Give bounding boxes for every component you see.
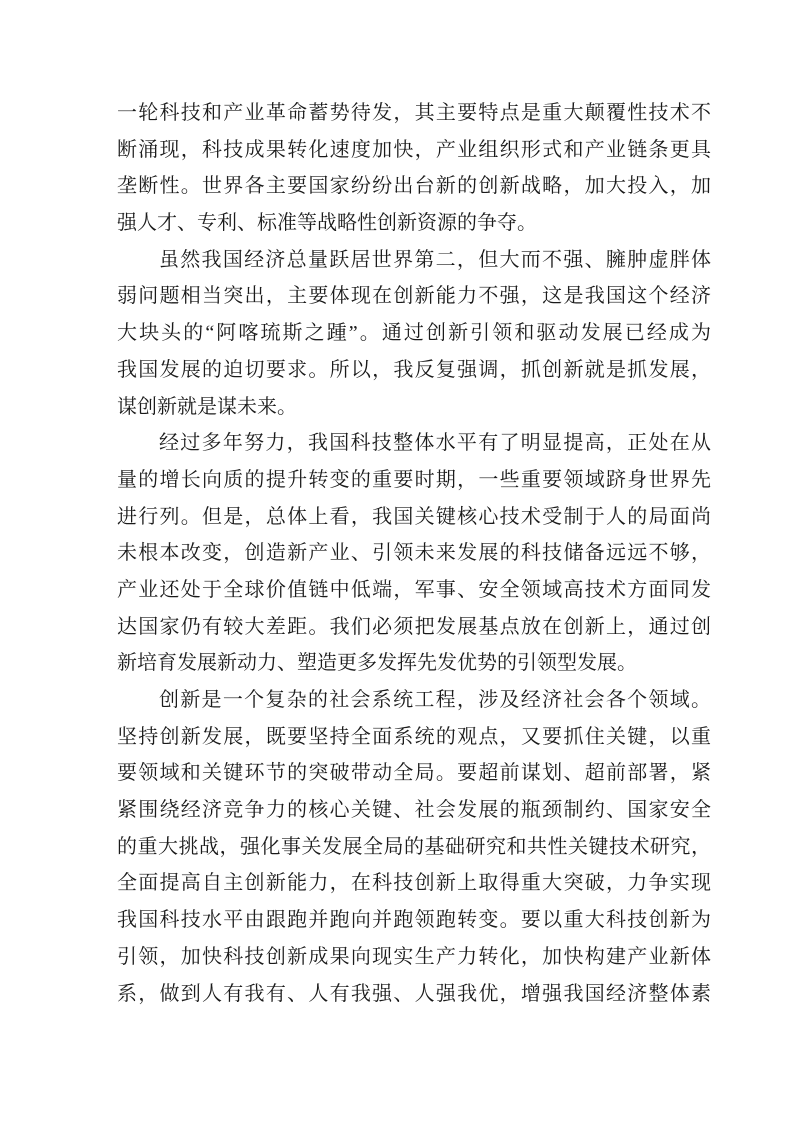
text-line: 要领域和关键环节的突破带动全局。要超前谋划、超前部署，紧	[117, 762, 711, 785]
text-line: 新培育发展新动力、塑造更多发挥先发优势的引领型发展。	[117, 652, 637, 675]
text-line: 坚持创新发展，既要坚持全面系统的观点，又要抓住关键，以重	[117, 725, 711, 748]
paragraph-4	[117, 682, 711, 1012]
text-line: 系，做到人有我有、人有我强、人强我优，增强我国经济整体素	[117, 982, 711, 1005]
paragraph-1	[117, 95, 711, 242]
text-line: 弱问题相当突出，主要体现在创新能力不强，这是我国这个经济	[117, 285, 711, 308]
text-line: 创新是一个复杂的社会系统工程，涉及经济社会各个领域。	[159, 689, 711, 711]
text-line: 垄断性。世界各主要国家纷纷出台新的创新战略，加大投入，加	[117, 175, 711, 198]
text-line: 引领，加快科技创新成果向现实生产力转化，加快构建产业新体	[117, 945, 711, 968]
text-line: 进行列。但是，总体上看，我国关键核心技术受制于人的局面尚	[117, 505, 711, 528]
text-line: 强人才、专利、标准等战略性创新资源的争夺。	[117, 212, 537, 235]
text-line: 虽然我国经济总量跃居世界第二，但大而不强、臃肿虚胖体	[159, 248, 711, 271]
paragraph-2	[117, 242, 711, 425]
text-line: 断涌现，科技成果转化速度加快，产业组织形式和产业链条更具	[117, 138, 711, 161]
paragraph-3	[117, 425, 711, 682]
text-line: 未根本改变，创造新产业、引领未来发展的科技储备远远不够，	[117, 542, 711, 565]
text-line: 全面提高自主创新能力，在科技创新上取得重大突破，力争实现	[117, 872, 711, 895]
document-body	[117, 95, 711, 1012]
text-line: 达国家仍有较大差距。我们必须把发展基点放在创新上，通过创	[117, 615, 711, 638]
text-line: 产业还处于全球价值链中低端，军事、安全领域高技术方面同发	[117, 578, 711, 601]
text-line: 量的增长向质的提升转变的重要时期，一些重要领域跻身世界先	[117, 468, 711, 491]
text-line: 的重大挑战，强化事关发展全局的基础研究和共性关键技术研究，	[117, 835, 711, 858]
text-line: 我国科技水平由跟跑并跑向并跑领跑转变。要以重大科技创新为	[117, 909, 711, 932]
text-line: 经过多年努力，我国科技整体水平有了明显提高，正处在从	[159, 432, 711, 455]
text-line: 紧围绕经济竞争力的核心关键、社会发展的瓶颈制约、国家安全	[117, 799, 711, 822]
text-line: 一轮科技和产业革命蓄势待发，其主要特点是重大颠覆性技术不	[117, 102, 711, 124]
text-line: 谋创新就是谋未来。	[117, 395, 297, 418]
text-line: 大块头的“阿喀琉斯之踵”。通过创新引领和驱动发展已经成为	[117, 322, 711, 345]
text-line: 我国发展的迫切要求。所以，我反复强调，抓创新就是抓发展，	[117, 358, 711, 381]
